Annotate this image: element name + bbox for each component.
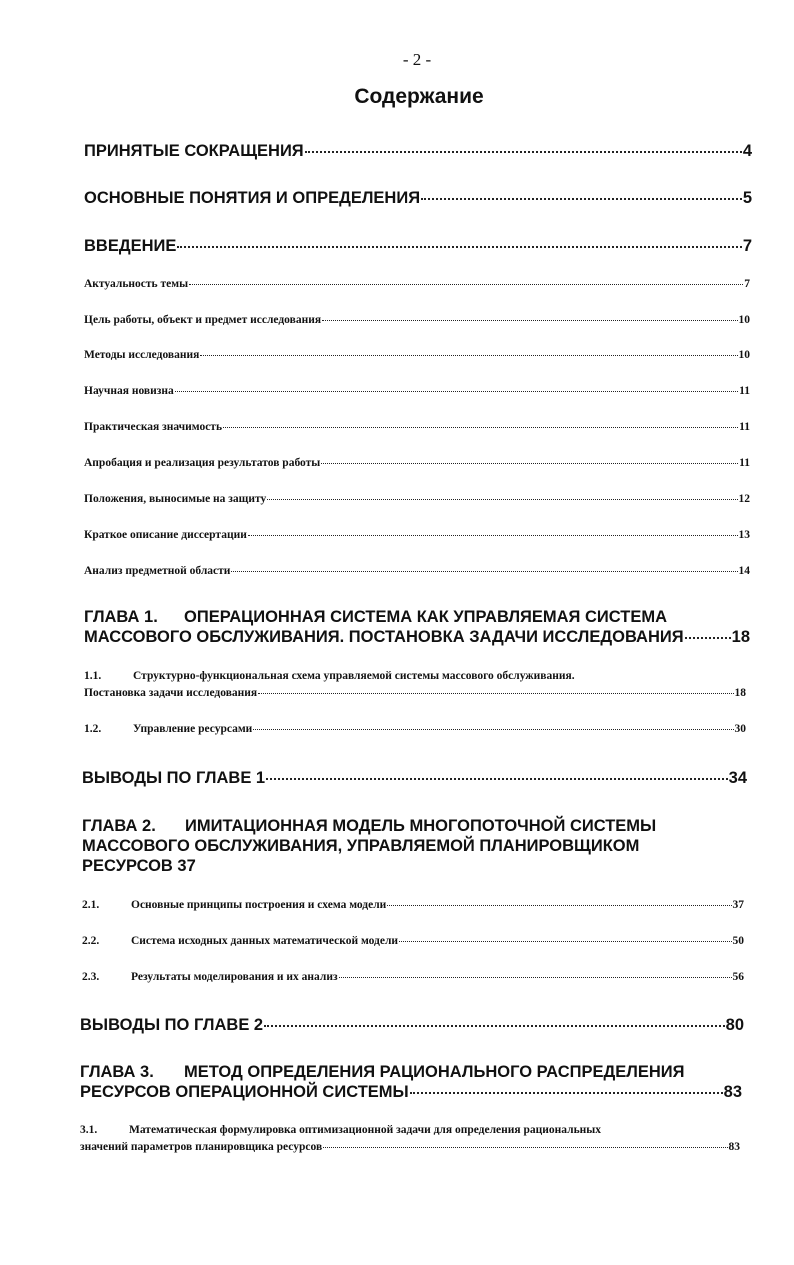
toc-entry-title-line1: ОПЕРАЦИОННАЯ СИСТЕМА КАК УПРАВЛЯЕМАЯ СИСТЕМА bbox=[184, 608, 668, 626]
toc-entry-title-line1: ИМИТАЦИОННАЯ МОДЕЛЬ МНОГОПОТОЧНОЙ СИСТЕМЫ bbox=[185, 817, 657, 835]
toc-entry-3-1[interactable] bbox=[80, 1122, 740, 1156]
toc-entry-title: ОСНОВНЫЕ ПОНЯТИЯ И ОПРЕДЕЛЕНИЯ bbox=[84, 189, 421, 207]
toc-entry-title-line3: РЕСУРСОВ bbox=[82, 857, 173, 875]
toc-entry-title: ВЫВОДЫ ПО ГЛАВЕ 2 bbox=[80, 1016, 264, 1034]
toc-entry-page: 7 bbox=[744, 278, 750, 290]
toc-entry-title-line2: РЕСУРСОВ ОПЕРАЦИОННОЙ СИСТЕМЫ bbox=[80, 1083, 409, 1101]
dot-leader bbox=[248, 535, 738, 536]
toc-entry-2-1[interactable] bbox=[82, 897, 744, 914]
toc-entry-title: Система исходных данных математической модели bbox=[131, 935, 399, 947]
section-number: 3.1. bbox=[80, 1124, 98, 1136]
dot-leader bbox=[421, 198, 742, 200]
toc-entry-title-line1: Математическая формулировка оптимизационной задачи для определения рациональных bbox=[129, 1124, 602, 1136]
dot-leader bbox=[305, 151, 742, 153]
dot-leader bbox=[410, 1092, 723, 1094]
toc-entry-page: 10 bbox=[738, 349, 750, 361]
toc-entry-conclusions-2[interactable] bbox=[80, 1015, 744, 1035]
dot-leader bbox=[264, 1025, 725, 1027]
toc-entry-title-line2: Постановка задачи исследования bbox=[84, 687, 258, 699]
toc-entry-title-line2: значений параметров планировщика ресурсов bbox=[80, 1141, 323, 1153]
toc-entry-page: 12 bbox=[738, 493, 750, 505]
toc-entry-2-2[interactable] bbox=[82, 933, 744, 950]
toc-title: Содержание bbox=[354, 85, 484, 108]
toc-entry-page: 50 bbox=[732, 935, 744, 947]
toc-entry-title: Актуальность темы bbox=[84, 278, 189, 290]
toc-entry-title: Методы исследования bbox=[84, 349, 200, 361]
toc-entry-page: 56 bbox=[732, 971, 744, 983]
dot-leader bbox=[231, 571, 737, 572]
toc-entry-title-line2: МАССОВОГО ОБСЛУЖИВАНИЯ. ПОСТАНОВКА ЗАДАЧИ ИССЛЕДОВАНИЯ bbox=[84, 628, 684, 646]
toc-entry-page: 18 bbox=[734, 687, 746, 699]
toc-entry-title: Положения, выносимые на защиту bbox=[84, 493, 267, 505]
toc-entry-page: 5 bbox=[742, 189, 752, 207]
toc-entry-abbreviations[interactable] bbox=[84, 141, 752, 161]
toc-entry-methods[interactable] bbox=[84, 347, 750, 364]
dot-leader bbox=[267, 499, 737, 500]
toc-entry-1-1[interactable] bbox=[84, 668, 746, 702]
dot-leader bbox=[321, 463, 738, 464]
toc-entry-page: 11 bbox=[739, 421, 750, 433]
toc-entry-title: ВВЕДЕНИЕ bbox=[84, 237, 177, 255]
dot-leader bbox=[387, 905, 731, 906]
toc-entry-1-2[interactable] bbox=[84, 721, 746, 738]
toc-entry-title: Основные принципы построения и схема модели bbox=[131, 899, 387, 911]
chapter-number: ГЛАВА 3. bbox=[80, 1063, 154, 1081]
toc-entry-page: 7 bbox=[742, 237, 752, 255]
chapter-number: ГЛАВА 1. bbox=[84, 608, 158, 626]
toc-entry-chapter-2[interactable] bbox=[82, 816, 747, 876]
toc-entry-page: 13 bbox=[738, 529, 750, 541]
dot-leader bbox=[189, 284, 743, 285]
toc-entry-relevance[interactable] bbox=[84, 276, 750, 293]
dot-leader bbox=[253, 729, 733, 730]
section-number: 1.2. bbox=[84, 723, 102, 735]
section-number: 1.1. bbox=[84, 670, 102, 682]
toc-entry-title-line1: МЕТОД ОПРЕДЕЛЕНИЯ РАЦИОНАЛЬНОГО РАСПРЕДЕЛЕНИЯ bbox=[184, 1063, 685, 1081]
toc-entry-domain-analysis[interactable] bbox=[84, 563, 750, 580]
toc-entry-page: 34 bbox=[728, 769, 747, 787]
toc-entry-definitions[interactable] bbox=[84, 188, 752, 208]
toc-entry-page: 83 bbox=[723, 1083, 742, 1101]
toc-entry-provisions[interactable] bbox=[84, 491, 750, 508]
toc-entry-novelty[interactable] bbox=[84, 383, 750, 400]
toc-entry-title: Апробация и реализация результатов работы bbox=[84, 457, 321, 469]
toc-entry-title: Управление ресурсами bbox=[133, 723, 253, 735]
toc-entry-title: Научная новизна bbox=[84, 385, 174, 397]
toc-entry-page: 83 bbox=[728, 1141, 740, 1153]
toc-entry-goal[interactable] bbox=[84, 312, 750, 329]
toc-entry-page: 80 bbox=[725, 1016, 744, 1034]
page-number: - 2 - bbox=[402, 50, 432, 69]
toc-entry-title-line1: Структурно-функциональная схема управляемой системы массового обслуживания. bbox=[133, 670, 575, 682]
dot-leader bbox=[258, 693, 733, 694]
toc-entry-page: 37 bbox=[177, 857, 196, 875]
toc-entry-page: 14 bbox=[738, 565, 750, 577]
toc-entry-2-3[interactable] bbox=[82, 969, 744, 986]
toc-entry-title: Цель работы, объект и предмет исследования bbox=[84, 314, 322, 326]
chapter-number: ГЛАВА 2. bbox=[82, 817, 156, 835]
toc-entry-title: ПРИНЯТЫЕ СОКРАЩЕНИЯ bbox=[84, 142, 304, 160]
toc-entry-title: Результаты моделирования и их анализ bbox=[131, 971, 338, 983]
toc-entry-page: 11 bbox=[739, 385, 750, 397]
toc-entry-chapter-1[interactable] bbox=[84, 607, 750, 647]
toc-entry-title-line2: МАССОВОГО ОБСЛУЖИВАНИЯ, УПРАВЛЯЕМОЙ ПЛАНИРОВЩИКОМ bbox=[82, 837, 640, 855]
dot-leader bbox=[175, 391, 738, 392]
toc-entry-approbation[interactable] bbox=[84, 455, 750, 472]
toc-entry-page: 30 bbox=[734, 723, 746, 735]
toc-entry-title: Анализ предметной области bbox=[84, 565, 231, 577]
toc-entry-summary[interactable] bbox=[84, 527, 750, 544]
toc-entry-page: 4 bbox=[742, 142, 752, 160]
dot-leader bbox=[223, 427, 738, 428]
dot-leader bbox=[266, 778, 728, 780]
toc-entry-title: Практическая значимость bbox=[84, 421, 223, 433]
dot-leader bbox=[200, 355, 737, 356]
dot-leader bbox=[685, 637, 731, 639]
toc-entry-chapter-3[interactable] bbox=[80, 1062, 742, 1102]
section-number: 2.2. bbox=[82, 935, 100, 947]
dot-leader bbox=[177, 246, 741, 248]
toc-entry-page: 18 bbox=[731, 628, 750, 646]
toc-entry-page: 37 bbox=[732, 899, 744, 911]
toc-entry-page: 11 bbox=[739, 457, 750, 469]
dot-leader bbox=[339, 977, 732, 978]
dot-leader bbox=[322, 320, 737, 321]
dot-leader bbox=[399, 941, 731, 942]
dot-leader bbox=[323, 1147, 727, 1148]
toc-entry-title: ВЫВОДЫ ПО ГЛАВЕ 1 bbox=[82, 769, 266, 787]
toc-entry-page: 10 bbox=[738, 314, 750, 326]
toc-entry-conclusions-1[interactable] bbox=[82, 768, 747, 788]
toc-entry-significance[interactable] bbox=[84, 419, 750, 436]
section-number: 2.3. bbox=[82, 971, 100, 983]
toc-entry-title: Краткое описание диссертации bbox=[84, 529, 247, 541]
toc-entry-introduction[interactable] bbox=[84, 236, 752, 256]
section-number: 2.1. bbox=[82, 899, 100, 911]
